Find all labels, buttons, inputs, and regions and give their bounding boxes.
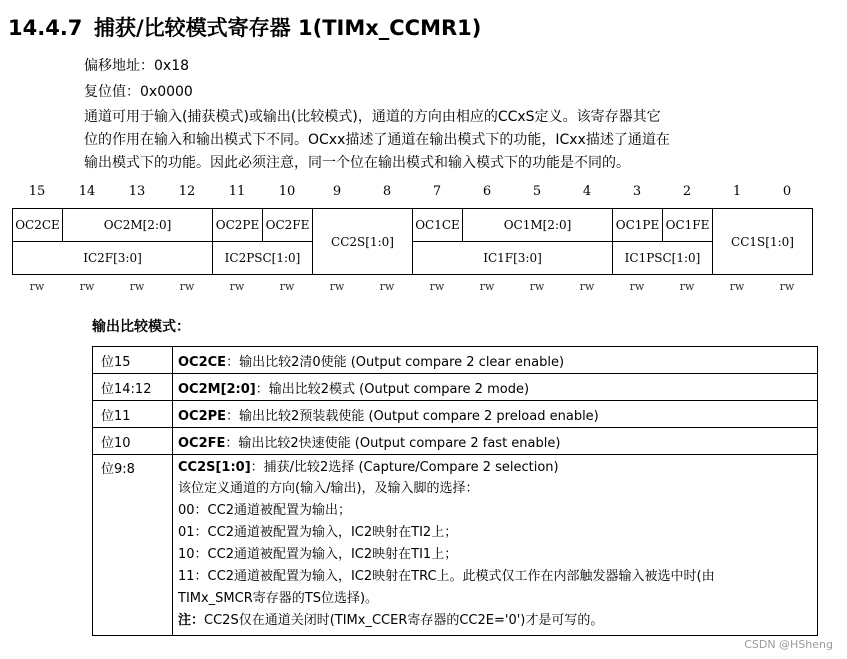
bit-number: 1 xyxy=(732,184,742,199)
register-field: OC2CE xyxy=(12,208,63,242)
access-flag: rw xyxy=(279,280,295,293)
bit-number: 8 xyxy=(382,184,392,199)
field-name: OC2FE xyxy=(178,435,226,451)
register-field: OC2FE xyxy=(262,208,313,242)
access-flag: rw xyxy=(129,280,145,293)
bit-cell: 位9:8 xyxy=(93,455,173,636)
access-flag: rw xyxy=(679,280,695,293)
bit-number: 7 xyxy=(432,184,442,199)
offset-address: 偏移地址：0x18 xyxy=(84,58,190,74)
access-flag: rw xyxy=(229,280,245,293)
register-field: IC1F[3:0] xyxy=(412,241,613,275)
register-field: OC1M[2:0] xyxy=(462,208,613,242)
access-flag: rw xyxy=(729,280,745,293)
table-row xyxy=(93,347,818,374)
field-desc: ：输出比较2快速使能 (Output compare 2 fast enable) xyxy=(225,435,561,451)
access-flag: rw xyxy=(79,280,95,293)
register-field: OC1FE xyxy=(662,208,713,242)
section-heading: 捕获/比较模式寄存器 1(TIMx_CCMR1) xyxy=(94,16,482,40)
intro-line: 输出模式下的功能。因此必须注意，同一个位在输出模式和输入模式下的功能是不同的。 xyxy=(84,155,630,171)
access-flag: rw xyxy=(629,280,645,293)
access-flag: rw xyxy=(779,280,795,293)
bit-number: 13 xyxy=(128,184,146,199)
register-field: CC1S[1:0] xyxy=(712,208,813,275)
access-flag: rw xyxy=(429,280,445,293)
note-text: CC2S仅在通道关闭时(TIMx_CCER寄存器的CC2E='0')才是可写的。 xyxy=(204,613,604,628)
register-field: OC2M[2:0] xyxy=(62,208,213,242)
intro-paragraph xyxy=(84,106,829,175)
access-flag: rw xyxy=(479,280,495,293)
desc-line: 10：CC2通道被配置为输入，IC2映射在TI1上； xyxy=(178,547,458,562)
field-desc: ：输出比较2模式 (Output compare 2 mode) xyxy=(255,381,530,397)
bit-cell: 位14:12 xyxy=(93,374,173,401)
mode-heading: 输出比较模式： xyxy=(92,319,190,335)
desc-cell xyxy=(173,428,818,455)
desc-cell xyxy=(173,374,818,401)
section-number: 14.4.7 xyxy=(8,16,83,40)
watermark: CSDN @HSheng xyxy=(744,638,833,651)
field-name: OC2PE xyxy=(178,408,227,424)
intro-line: 位的作用在输入和输出模式下不同。OCxx描述了通道在输出模式下的功能，ICxx描述了通道在 xyxy=(84,132,670,148)
intro-line: 通道可用于输入(捕获模式)或输出(比较模式)，通道的方向由相应的CCxS定义。该寄存器其它 xyxy=(84,109,661,125)
field-name: CC2S[1:0] xyxy=(178,460,251,475)
access-flag: rw xyxy=(529,280,545,293)
register-field: OC2PE xyxy=(212,208,263,242)
table-row xyxy=(93,428,818,455)
table-row xyxy=(93,401,818,428)
bit-number-row xyxy=(12,184,812,204)
bit-number: 4 xyxy=(582,184,592,199)
field-name: OC2M[2:0] xyxy=(178,381,256,397)
access-flag: rw xyxy=(29,280,45,293)
access-row xyxy=(12,280,812,296)
bit-number: 5 xyxy=(532,184,542,199)
access-flag: rw xyxy=(329,280,345,293)
bit-number: 11 xyxy=(228,184,246,199)
access-flag: rw xyxy=(379,280,395,293)
bit-number: 6 xyxy=(482,184,492,199)
desc-line: 11：CC2通道被配置为输入，IC2映射在TRC上。此模式仅工作在内部触发器输入被选中时(由 xyxy=(178,569,715,584)
bit-cell: 位10 xyxy=(93,428,173,455)
field-desc: ：输出比较2预装载使能 (Output compare 2 preload enable) xyxy=(226,408,599,424)
register-field: OC1PE xyxy=(612,208,663,242)
table-row xyxy=(93,455,818,636)
bit-number: 12 xyxy=(178,184,196,199)
bit-number: 2 xyxy=(682,184,692,199)
bit-description-table xyxy=(92,346,818,636)
field-name: OC2CE xyxy=(178,354,227,370)
desc-cell xyxy=(173,347,818,374)
field-title xyxy=(178,458,812,478)
register-field: OC1CE xyxy=(412,208,463,242)
reset-value: 复位值：0x0000 xyxy=(84,84,193,100)
bit-cell: 位15 xyxy=(93,347,173,374)
section-title xyxy=(8,12,481,42)
desc-cell xyxy=(173,455,818,636)
bit-number: 14 xyxy=(78,184,96,199)
register-field: IC2F[3:0] xyxy=(12,241,213,275)
bit-number: 15 xyxy=(28,184,46,199)
bit-number: 9 xyxy=(332,184,342,199)
desc-line: 01：CC2通道被配置为输入，IC2映射在TI2上； xyxy=(178,525,458,540)
desc-line: 该位定义通道的方向(输入/输出)，及输入脚的选择： xyxy=(178,481,479,496)
access-flag: rw xyxy=(579,280,595,293)
bit-cell: 位11 xyxy=(93,401,173,428)
field-desc: ：输出比较2清0使能 (Output compare 2 clear enable) xyxy=(226,354,565,370)
desc-line: TIMx_SMCR寄存器的TS位选择)。 xyxy=(178,591,379,606)
register-bitfield-diagram xyxy=(12,208,812,274)
note-label: 注： xyxy=(178,613,205,628)
table-row xyxy=(93,374,818,401)
desc-line: 00：CC2通道被配置为输出； xyxy=(178,503,351,518)
register-field: CC2S[1:0] xyxy=(312,208,413,275)
field-desc: ：捕获/比较2选择 (Capture/Compare 2 selection) xyxy=(250,460,559,475)
register-field: IC1PSC[1:0] xyxy=(612,241,713,275)
bit-number: 10 xyxy=(278,184,296,199)
bit-number: 3 xyxy=(632,184,642,199)
desc-cell xyxy=(173,401,818,428)
bit-number: 0 xyxy=(782,184,792,199)
note-line xyxy=(178,610,812,632)
register-field: IC2PSC[1:0] xyxy=(212,241,313,275)
access-flag: rw xyxy=(179,280,195,293)
